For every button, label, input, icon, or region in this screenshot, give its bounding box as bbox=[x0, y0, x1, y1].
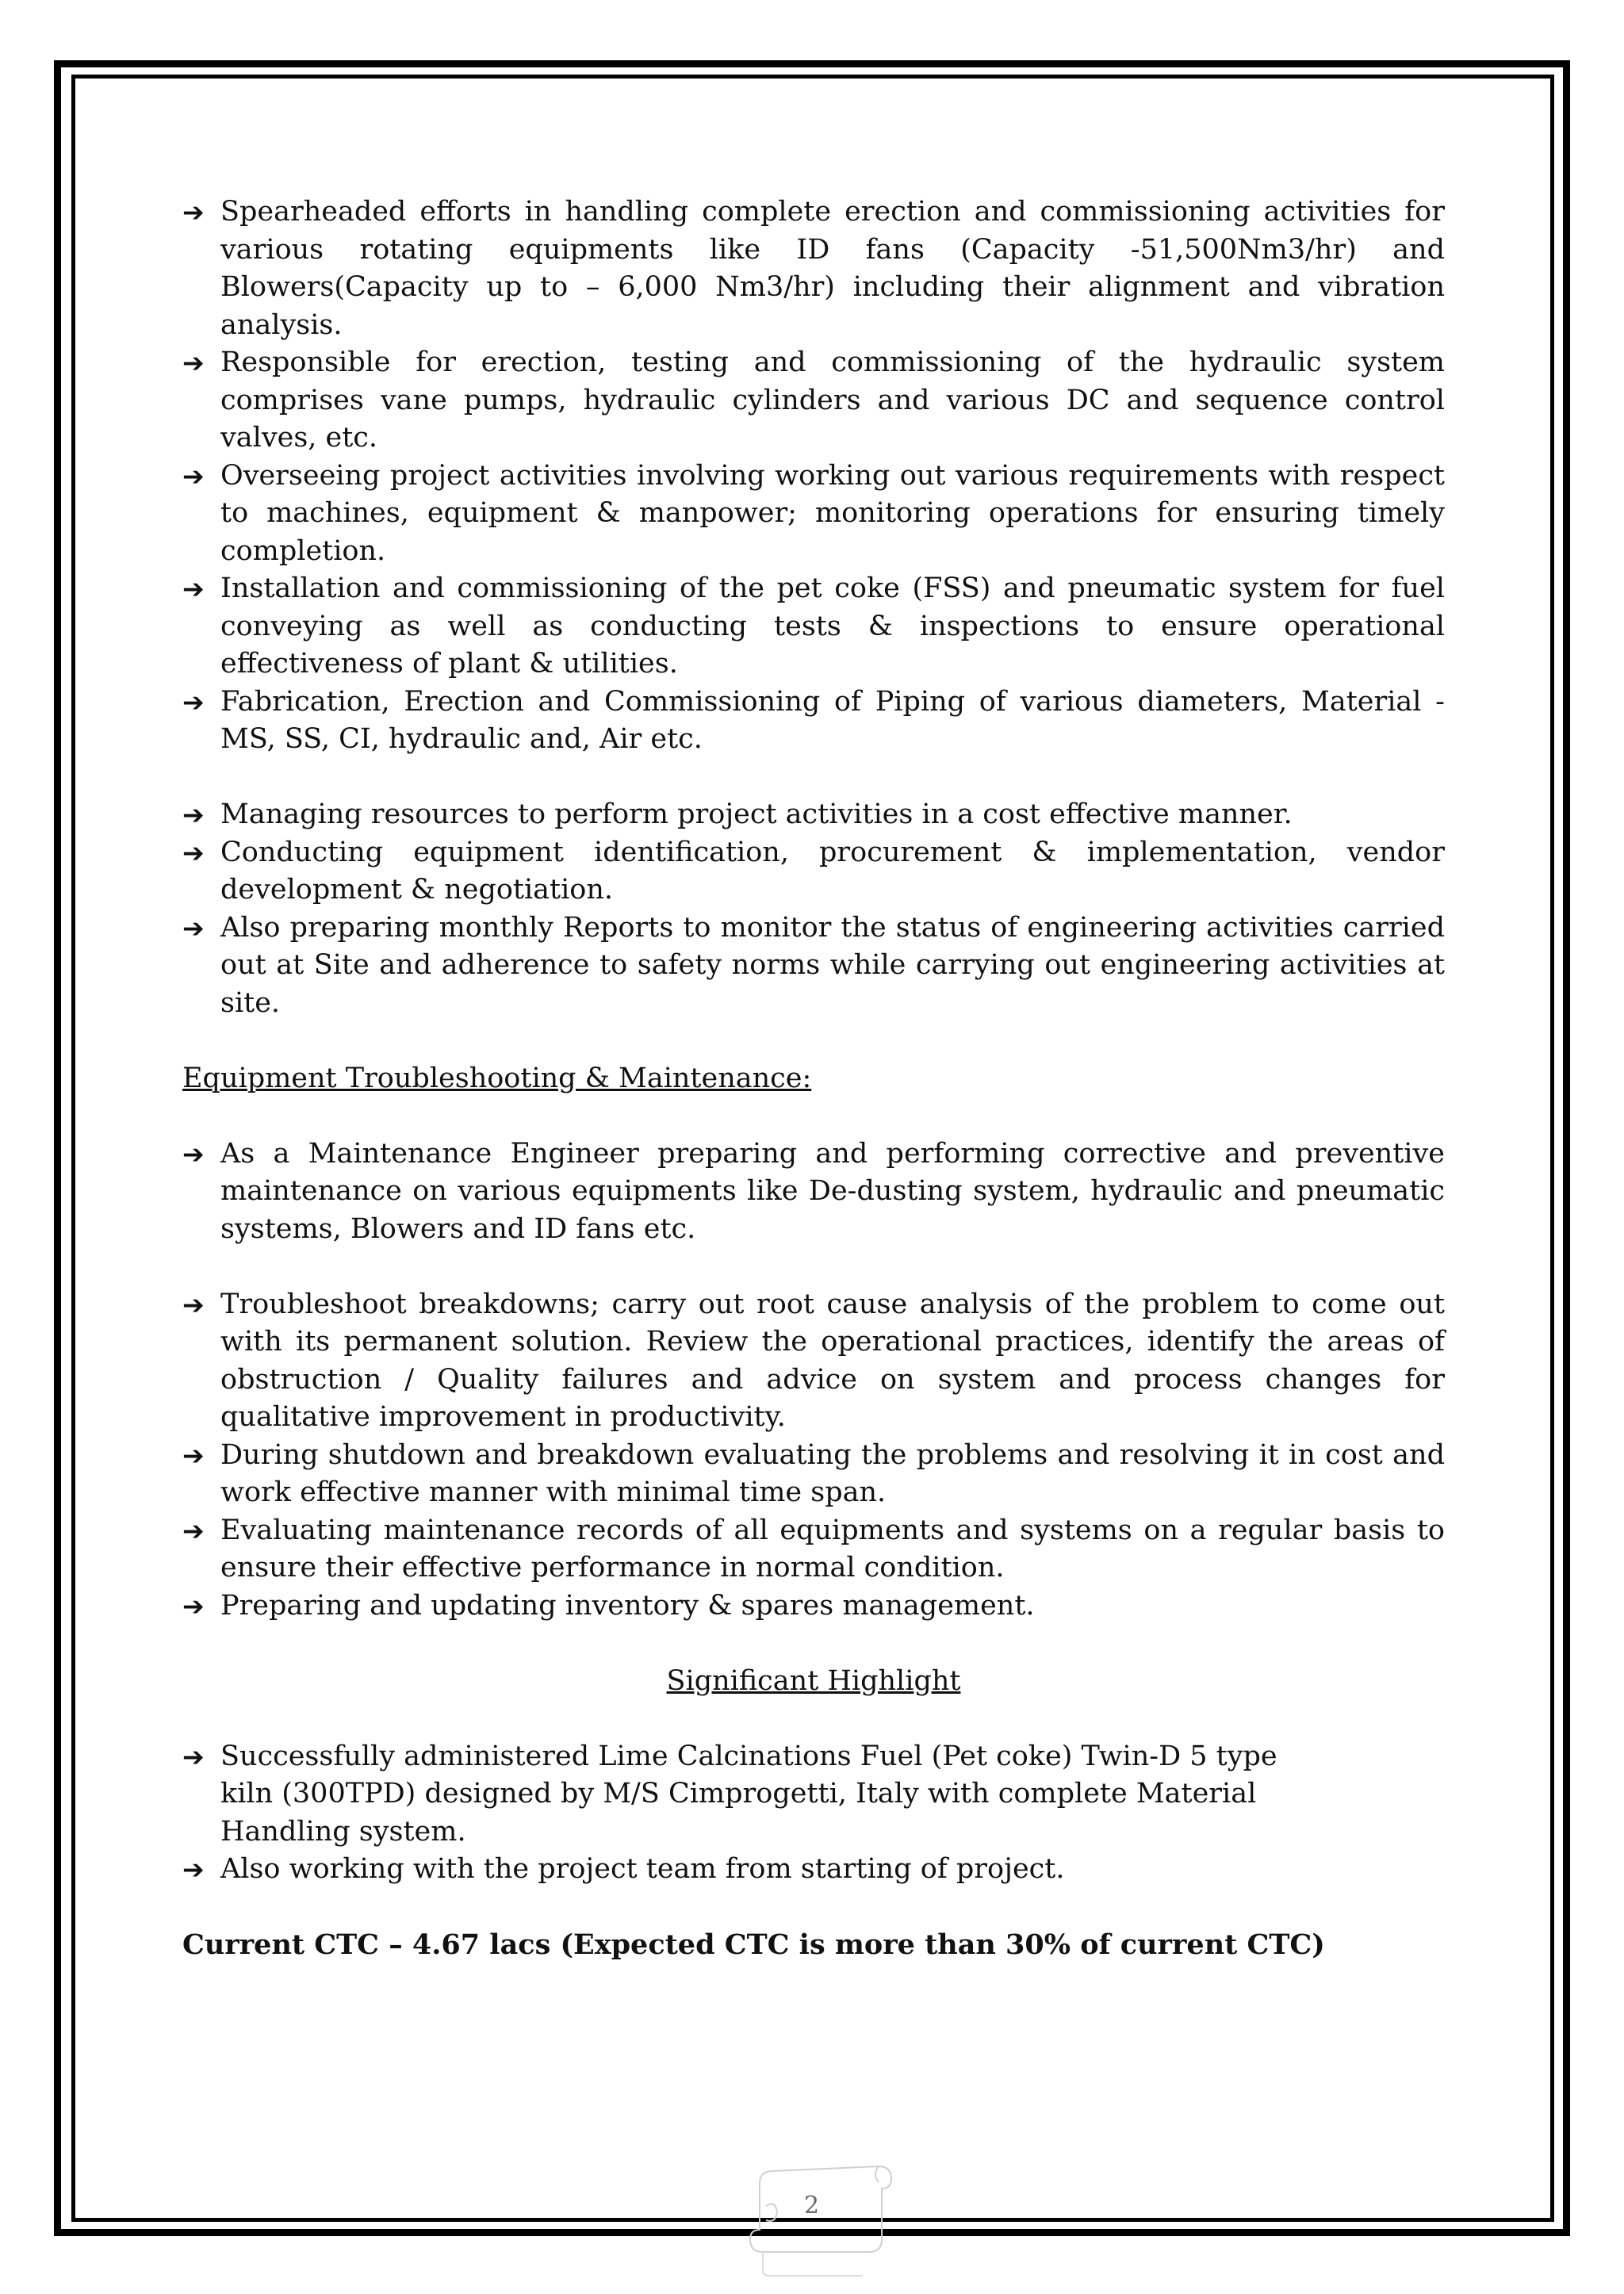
right-arrow-icon: ➔ bbox=[182, 1741, 205, 1772]
list-item: ➔ Conducting equipment identification, procurement & implementation, vendor development & negotiation. bbox=[182, 834, 1445, 910]
highlight-heading: Significant Highlight bbox=[666, 1664, 961, 1697]
right-arrow-icon: ➔ bbox=[182, 1138, 205, 1170]
list-item: ➔ Preparing and updating inventory & spares management. bbox=[182, 1587, 1445, 1626]
right-arrow-icon: ➔ bbox=[182, 686, 205, 718]
right-arrow-icon: ➔ bbox=[182, 460, 205, 492]
right-arrow-icon: ➔ bbox=[182, 1289, 205, 1320]
right-arrow-icon: ➔ bbox=[182, 197, 205, 228]
right-arrow-icon: ➔ bbox=[182, 347, 205, 378]
list-item: ➔ Managing resources to perform project activities in a cost effective manner. bbox=[182, 796, 1445, 834]
current-ctc: Current CTC – 4.67 lacs (Expected CTC is more than 30% of current CTC) bbox=[182, 1928, 1325, 1961]
right-arrow-icon: ➔ bbox=[182, 573, 205, 604]
right-arrow-icon: ➔ bbox=[182, 799, 205, 830]
resource-management-list bbox=[182, 796, 1445, 1022]
list-item: ➔ Also working with the project team from starting of project. bbox=[182, 1851, 1445, 1889]
list-item: ➔ Responsible for erection, testing and commissioning of the hydraulic system comprises vane pumps, hydraulic cylinders and various DC and sequence control valves, etc. bbox=[182, 344, 1445, 458]
list-item: ➔ Troubleshoot breakdowns; carry out root cause analysis of the problem to come out with its permanent solution. Review the operational practices, identify the areas of obstruction / Quality failures and advice on system and process changes for qualitative improvement in productivity. bbox=[182, 1286, 1445, 1437]
right-arrow-icon: ➔ bbox=[182, 837, 205, 868]
project-activities-list bbox=[182, 193, 1445, 759]
highlight-list bbox=[182, 1738, 1445, 1889]
page-number: 2 bbox=[804, 2192, 820, 2219]
page-scroll-icon bbox=[744, 2160, 899, 2277]
right-arrow-icon: ➔ bbox=[182, 912, 205, 944]
right-arrow-icon: ➔ bbox=[182, 1515, 205, 1546]
list-item: ➔ Spearheaded efforts in handling complete erection and commissioning activities for various rotating equipments like ID fans (Capacity -51,500Nm3/hr) and Blowers(Capacity up to – 6,000 Nm3/hr) including their alignment and vibration analysis. bbox=[182, 193, 1445, 344]
resume-content bbox=[182, 193, 1445, 1964]
list-item: ➔ Successfully administered Lime Calcinations Fuel (Pet coke) Twin-D 5 type kiln (300TPD) designed by M/S Cimprogetti, Italy with complete Material Handling system. bbox=[182, 1738, 1445, 1852]
maintenance-heading: Equipment Troubleshooting & Maintenance: bbox=[182, 1062, 812, 1094]
maintenance-intro-list bbox=[182, 1136, 1445, 1249]
list-item: ➔ As a Maintenance Engineer preparing and performing corrective and preventive maintenance on various equipments like De-dusting system, hydraulic and pneumatic systems, Blowers and ID fans etc. bbox=[182, 1136, 1445, 1249]
right-arrow-icon: ➔ bbox=[182, 1590, 205, 1622]
list-item: ➔ Installation and commissioning of the pet coke (FSS) and pneumatic system for fuel conveying as well as conducting tests & inspections to ensure operational effectiveness of plant & utilities. bbox=[182, 570, 1445, 684]
list-item: ➔ During shutdown and breakdown evaluating the problems and resolving it in cost and work effective manner with minimal time span. bbox=[182, 1437, 1445, 1512]
right-arrow-icon: ➔ bbox=[182, 1854, 205, 1885]
maintenance-list bbox=[182, 1286, 1445, 1626]
list-item: ➔ Evaluating maintenance records of all equipments and systems on a regular basis to ensure their effective performance in normal condition. bbox=[182, 1512, 1445, 1587]
list-item: ➔ Overseeing project activities involving working out various requirements with respect to machines, equipment & manpower; monitoring operations for ensuring timely completion. bbox=[182, 458, 1445, 571]
list-item: ➔ Also preparing monthly Reports to monitor the status of engineering activities carried out at Site and adherence to safety norms while carrying out engineering activities at site. bbox=[182, 910, 1445, 1023]
right-arrow-icon: ➔ bbox=[182, 1439, 205, 1471]
list-item: ➔ Fabrication, Erection and Commissioning of Piping of various diameters, Material - MS, SS, CI, hydraulic and, Air etc. bbox=[182, 684, 1445, 759]
